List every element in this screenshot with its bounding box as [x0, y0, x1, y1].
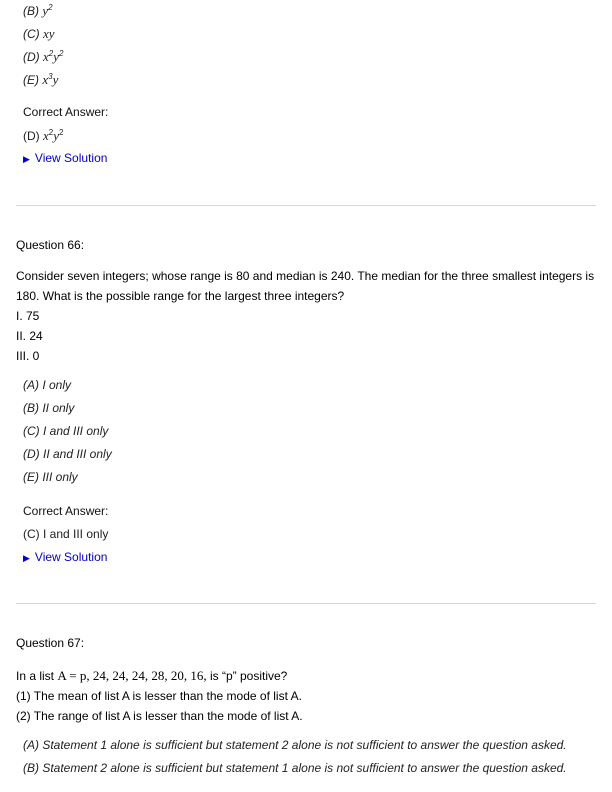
question-text-prefix: In a list — [16, 669, 55, 683]
option-prefix: (C) — [23, 27, 40, 41]
q66-item-1: I. 75 — [16, 309, 40, 323]
q67-statement-1: (1) The mean of list A is lesser than the mode of list A. — [16, 689, 302, 703]
q65-view-solution-link[interactable] — [23, 151, 107, 165]
q65-option-c — [23, 26, 55, 42]
view-solution-label: View Solution — [34, 151, 108, 165]
q65-correct-label: Correct Answer: — [23, 105, 109, 119]
section-divider — [16, 205, 596, 206]
q66-text-line2: 180. What is the possible range for the largest three integers? — [16, 289, 345, 303]
option-prefix: (E) — [23, 73, 39, 87]
q66-title: Question 66: — [16, 238, 85, 252]
option-sup: 2 — [59, 49, 64, 58]
q66-option-c: (C) I and III only — [23, 424, 109, 438]
q65-option-d — [23, 49, 63, 65]
option-prefix: (B) — [23, 4, 39, 18]
option-math: xy — [43, 26, 55, 41]
q65-option-e — [23, 72, 58, 88]
q65-option-b — [23, 3, 53, 19]
option-sup: 3 — [48, 72, 53, 81]
disclosure-triangle-icon: ▶ — [23, 553, 30, 563]
disclosure-triangle-icon: ▶ — [23, 154, 30, 164]
q67-statement-2: (2) The range of list A is lesser than the mode of list A. — [16, 709, 303, 723]
q67-title: Question 67: — [16, 636, 85, 650]
option-prefix: (D) — [23, 50, 40, 64]
option-math: y — [53, 49, 60, 64]
answer-sup: 2 — [48, 128, 54, 137]
q66-correct-answer: (C) I and III only — [23, 527, 109, 541]
question-text-suffix: is “p” positive? — [209, 669, 288, 683]
section-divider — [16, 603, 596, 604]
q66-correct-label: Correct Answer: — [23, 504, 109, 518]
answer-sup: 2 — [59, 128, 64, 137]
answer-prefix: (D) — [23, 129, 40, 143]
q67-option-a: (A) Statement 1 alone is sufficient but statement 2 alone is not sufficient to answer the question asked. — [23, 738, 567, 752]
q67-question-text — [16, 666, 287, 686]
option-math: y — [42, 3, 49, 18]
q65-correct-answer — [23, 128, 63, 144]
q66-option-e: (E) III only — [23, 470, 78, 484]
option-math: y — [52, 72, 59, 87]
q66-option-b: (B) II only — [23, 401, 75, 415]
q66-option-a: (A) I only — [23, 378, 72, 392]
question-math-list: A = p, 24, 24, 24, 28, 20, 16, — [57, 668, 207, 683]
option-sup: 2 — [48, 49, 54, 58]
q66-item-3: III. 0 — [16, 349, 40, 363]
q66-text-line1: Consider seven integers; whose range is 80 and median is 240. The median for the three smallest integers is — [16, 269, 595, 283]
answer-math: y — [53, 128, 60, 143]
option-math: x — [43, 49, 49, 64]
option-math: x — [42, 72, 49, 87]
q66-item-2: II. 24 — [16, 329, 43, 343]
answer-math: x — [43, 128, 49, 143]
view-solution-label: View Solution — [34, 550, 108, 564]
q67-option-b: (B) Statement 2 alone is sufficient but statement 1 alone is not sufficient to answer the question asked. — [23, 761, 567, 775]
q66-option-d: (D) II and III only — [23, 447, 112, 461]
q66-view-solution-link[interactable] — [23, 550, 107, 564]
option-sup: 2 — [48, 3, 53, 12]
